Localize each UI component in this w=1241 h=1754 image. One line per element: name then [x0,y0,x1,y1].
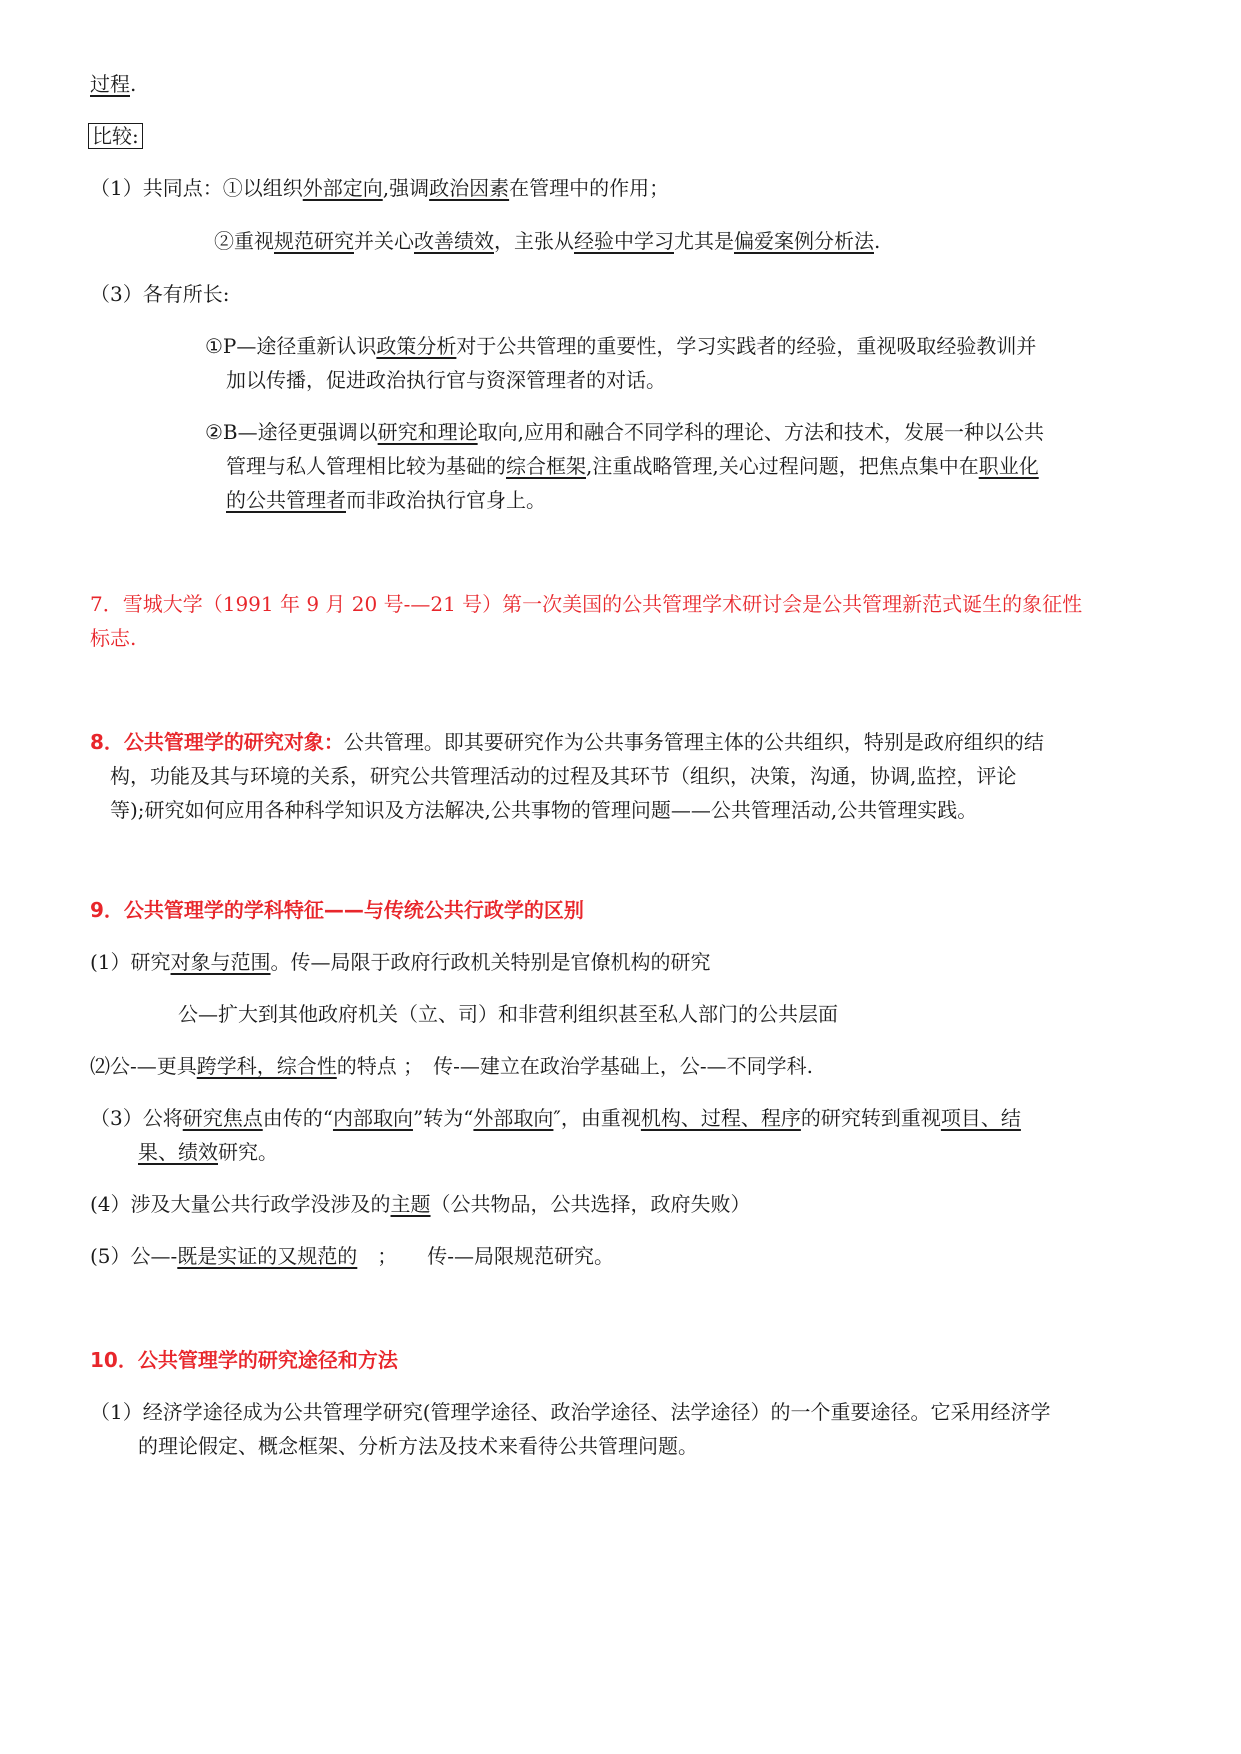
section-7-line: 7．雪城大学（1991 年 9 月 20 号-—21 号）第一次美国的公共管理学术研讨会是公共管理新范式诞生的象征性 [90,592,1083,616]
text-line: 管理与私人管理相比较为基础的综合框架,注重战略管理,关心过程问题，把焦点集中在职业化 [226,454,1039,478]
text-line: ⑵公-—更具跨学科，综合性的特点 ； 传-—建立在政治学基础上，公-—不同学科. [90,1054,813,1078]
text-line: (4）涉及大量公共行政学没涉及的主题（公共物品，公共选择，政府失败） [90,1192,751,1216]
section-9-heading: 9．公共管理学的学科特征——与传统公共行政学的区别 [90,898,584,922]
text-line: (1）研究对象与范围。传—局限于政府行政机关特别是官僚机构的研究 [90,950,711,974]
section-7-line: 标志. [90,626,137,650]
text-line: （1）经济学途径成为公共管理学研究(管理学途径、政治学途径、法学途径）的一个重要途径。它采用经济学 [90,1400,1051,1424]
section-8-line: 构，功能及其与环境的关系，研究公共管理活动的过程及其环节（组织，决策，沟通，协调,监控，评论 [110,764,1017,788]
section-8-line: 等);研究如何应用各种科学知识及方法解决,公共事物的管理问题——公共管理活动,公共管理实践。 [110,798,978,822]
text-line: 的理论假定、概念框架、分析方法及技术来看待公共管理问题。 [138,1434,698,1458]
text-line: （1）共同点：①以组织外部定向,强调政治因素在管理中的作用； [90,176,670,200]
section-8-heading: 8．公共管理学的研究对象： [90,730,344,754]
comparison-label: 比较: [88,122,143,150]
text-line: 加以传播，促进政治执行官与资深管理者的对话。 [226,368,666,392]
text-line: （3）各有所长: [90,282,230,306]
text-line: (5）公—-既是实证的又规范的 ； 传-—局限规范研究。 [90,1244,615,1268]
text-line: ②B—途径更强调以研究和理论取向,应用和融合不同学科的理论、方法和技术，发展一种以公共 [205,420,1044,444]
text-line: ②重视规范研究并关心改善绩效，主张从经验中学习尤其是偏爱案例分析法. [214,229,881,253]
text-line: 的公共管理者而非政治执行官身上。 [226,488,546,512]
text-line: 公—扩大到其他政府机关（立、司）和非营利组织甚至私人部门的公共层面 [178,1002,838,1026]
text-line: 过程. [90,72,137,96]
text-line: ①P—途径重新认识政策分析对于公共管理的重要性，学习实践者的经验，重视吸取经验教训并 [205,334,1037,358]
section-10-heading: 10．公共管理学的研究途径和方法 [90,1348,398,1372]
section-8-line: 8．公共管理学的研究对象：公共管理。即其要研究作为公共事务管理主体的公共组织，特别是政府组织的结 [90,730,1044,754]
text-line: （3）公将研究焦点由传的“内部取向”转为“外部取向″，由重视机构、过程、程序的研究转到重视项目、结 [90,1106,1021,1130]
text-line: 果、绩效研究。 [138,1140,278,1164]
